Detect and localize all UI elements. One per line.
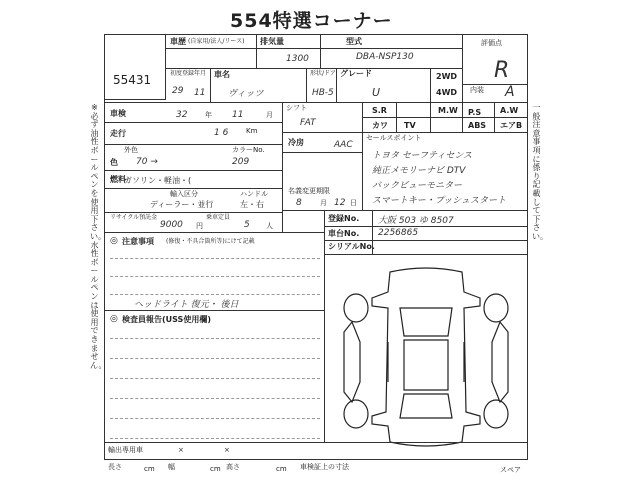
equip-ps: P.S	[468, 108, 482, 117]
model-type-label: 型式	[346, 37, 362, 46]
displacement-value: 1300	[286, 54, 309, 64]
plate-label: 登録No.	[328, 214, 360, 223]
drive-2wd: 2WD	[436, 72, 458, 81]
name-change-day: 12	[334, 198, 346, 208]
recycle-label: リサイクル預託金	[110, 214, 158, 221]
sales-point-4: スマートキー・プッシュスタート	[372, 196, 507, 206]
equip-abs: ABS	[468, 121, 487, 130]
handle-value: 左・右	[240, 200, 264, 209]
serial-label: シリアルNo.	[328, 242, 375, 251]
fuel-value: ガソリン・軽油・(	[124, 176, 192, 185]
evaluation-value: R	[494, 58, 510, 83]
displacement-label: 排気量	[260, 37, 284, 46]
mileage-value: 1 6	[214, 128, 229, 138]
lot-number-box	[104, 34, 166, 100]
shaken-label: 車検	[110, 109, 126, 118]
shaken-month-unit: 月	[266, 111, 273, 119]
interior-value: A	[505, 84, 515, 100]
color-label: 色	[110, 158, 118, 167]
equip-aw: A.W	[500, 106, 519, 115]
equip-sr: S.R	[372, 106, 387, 115]
sales-point-3: バックビューモニター	[372, 181, 463, 191]
name-change-day-unit: 日	[350, 199, 357, 207]
name-change-month-unit: 月	[320, 199, 327, 207]
footer-inspection-label: 車検証上の寸法	[300, 463, 349, 471]
grade-value: U	[372, 86, 381, 99]
page-title: 554特選コーナー	[230, 10, 393, 32]
chassis-label: 車台No.	[328, 229, 360, 238]
vehicle-name-label: 車名	[214, 70, 230, 79]
equip-kawa: カワ	[372, 121, 388, 130]
recycle-unit: 円	[196, 222, 203, 230]
color-code: 209	[232, 157, 250, 167]
sales-point-1: トヨタ セーフティセンス	[372, 151, 473, 161]
doors-value: HB-5	[312, 88, 334, 98]
shift-label: シフト	[286, 104, 307, 112]
shaken-month: 11	[232, 110, 244, 120]
color-orig-label: 外色	[124, 146, 138, 154]
cooling-value: AAC	[334, 140, 353, 150]
recycle-value: 9000	[160, 220, 183, 230]
plate-value: 大阪 503 ゆ 8507	[378, 216, 454, 226]
notes-title: 注意事項	[122, 237, 154, 246]
footer-unit-1: cm	[144, 465, 155, 473]
import-value: ディーラー・並行	[150, 200, 214, 209]
history-label: 車歴	[170, 37, 186, 46]
footer-import-label: 輸出専用車	[108, 446, 143, 454]
shaken-year-unit: 年	[205, 111, 212, 119]
footer-spare-label: スペア	[500, 466, 521, 474]
footer-length-label: 長さ	[108, 463, 122, 471]
side-note-left: ※必ず油性ボールペンを使用下さい。水性ボールペンは使用できません。	[90, 103, 107, 370]
model-type-value: DBA-NSP130	[356, 52, 414, 62]
mileage-label: 走行	[110, 129, 126, 138]
evaluation-label: 評価点	[481, 39, 502, 47]
first-reg-year: 29	[172, 86, 184, 96]
vehicle-name-value: ヴィッツ	[228, 89, 264, 99]
handle-label: ハンドル	[240, 190, 268, 198]
history-note: (自家用/法人/リース)	[188, 38, 245, 45]
sales-points-label: セールスポイント	[366, 134, 422, 142]
chassis-value: 2256865	[378, 228, 419, 238]
import-label: 輸入区分	[170, 190, 198, 198]
footer-unit-2: cm	[210, 465, 221, 473]
sales-point-2: 純正メモリーナビ DTV	[372, 166, 466, 176]
notes-subtitle: (修復・不具合箇所等)にけて記載	[166, 238, 255, 245]
cooling-label: 冷房	[288, 138, 304, 147]
inspector-title: 検査員報告(USS使用欄)	[122, 315, 211, 324]
color-now-label: カラーNo.	[232, 146, 265, 154]
capacity-label: 乗車定員	[206, 214, 231, 221]
footer-height-label: 高さ	[226, 463, 240, 471]
capacity-value: 5	[244, 220, 250, 230]
footer-unit-3: cm	[276, 465, 287, 473]
first-reg-label: 初度登録年月	[170, 70, 207, 77]
first-reg-month: 11	[194, 88, 206, 98]
capacity-unit: 人	[266, 222, 273, 230]
footer-x2: ×	[224, 446, 230, 454]
inspector-icon: ◎	[110, 314, 118, 324]
shaken-year: 32	[176, 110, 188, 120]
equip-sab: エアB	[500, 121, 523, 130]
side-note-right: 一般注意事項に係り記載して下さい。	[532, 103, 548, 241]
car-diagram	[330, 262, 522, 452]
footer-width-label: 幅	[168, 463, 175, 471]
lot-number: 55431	[113, 73, 152, 87]
shift-value: FAT	[300, 118, 316, 128]
name-change-label: 名義変更期限	[288, 187, 330, 195]
notes-icon: ◎	[110, 236, 118, 246]
color-value: 70 →	[136, 157, 158, 167]
mileage-unit: Km	[246, 127, 258, 135]
notes-entry: ヘッドライト 復元・ 後日	[134, 300, 239, 310]
equip-tv: TV	[404, 121, 416, 130]
footer-x1: ×	[178, 446, 184, 454]
doors-label: 形状/ドア	[310, 70, 336, 77]
drive-4wd: 4WD	[436, 88, 458, 97]
interior-label: 内装	[470, 86, 484, 94]
name-change-month: 8	[296, 198, 302, 208]
grade-label: グレード	[340, 69, 372, 78]
equip-mw: M.W	[438, 106, 458, 115]
fuel-label: 燃料	[110, 175, 126, 184]
